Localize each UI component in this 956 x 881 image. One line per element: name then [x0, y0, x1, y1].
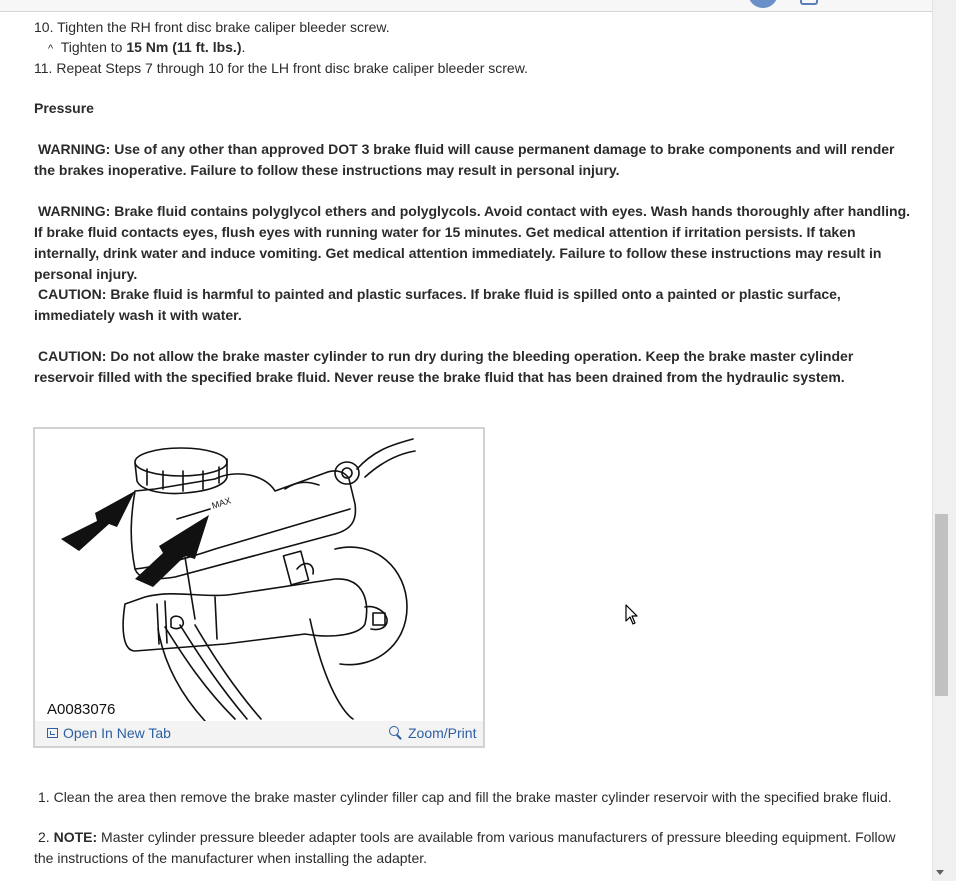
figure-master-cylinder — [33, 427, 485, 748]
master-cylinder-illustration — [35, 429, 483, 721]
figure-id-label: A0083076 — [47, 701, 116, 718]
step-1: 1. Clean the area then remove the brake master cylinder filler cap and fill the brake master cylinder reservoir with the specified brake fluid. — [38, 789, 892, 805]
caution-run-dry: CAUTION: Do not allow the brake master cylinder to run dry during the bleeding operation. Keep the brake master cylinder reservoir filled with the specified brake fluid. Never reuse the brake fluid that has been drained from the hydraulic system. — [34, 348, 854, 385]
section-heading: Pressure — [34, 100, 94, 116]
scrollbar-thumb[interactable] — [935, 514, 948, 696]
warning-polyglycol: WARNING: Brake fluid contains polyglycol ethers and polyglycols. Avoid contact with eyes. Wash hands thoroughly after handling. If brake fluid contacts eyes, flush eyes with running water for 15 minutes. Get medical attention if irritation persists. If taken internally, drink water and induce vomiting. Get medical attention immediately. Failure to follow these instructions may result in personal injury. — [34, 203, 911, 282]
step-11: 11. Repeat Steps 7 through 10 for the LH front disc brake caliper bleeder screw. — [34, 60, 528, 76]
toolbar-icon[interactable] — [800, 0, 818, 5]
warning-dot3: WARNING: Use of any other than approved DOT 3 brake fluid will cause permanent damage to brake components and will render the brakes inoperative. Failure to follow these instructions may result in personal injury. — [34, 141, 895, 178]
max-mark-text: MAX — [210, 495, 233, 511]
vertical-scrollbar[interactable] — [932, 0, 956, 881]
mouse-cursor-icon — [625, 604, 639, 626]
top-toolbar — [0, 0, 932, 12]
zoom-print-link[interactable]: Zoom/Print — [389, 725, 476, 741]
figure-action-bar — [35, 721, 483, 746]
open-new-tab-icon — [47, 728, 58, 738]
scroll-down-arrow-icon[interactable] — [936, 870, 944, 875]
avatar-icon[interactable] — [748, 0, 778, 8]
torque-spec: ^ Tighten to 15 Nm (11 ft. lbs.). — [48, 39, 246, 55]
zoom-icon — [389, 726, 403, 740]
caution-painted-surfaces: CAUTION: Brake fluid is harmful to painted and plastic surfaces. If brake fluid is spilled onto a painted or plastic surface, immediately wash it with water. — [34, 286, 841, 323]
step-10: 10. Tighten the RH front disc brake caliper bleeder screw. — [34, 19, 390, 35]
open-in-new-tab-link[interactable]: Open In New Tab — [47, 725, 171, 741]
step-2: 2. NOTE: Master cylinder pressure bleeder adapter tools are available from various manufacturers of pressure bleeding equipment. Follow the instructions of the manufacturer when installing the adapter. — [34, 829, 896, 866]
